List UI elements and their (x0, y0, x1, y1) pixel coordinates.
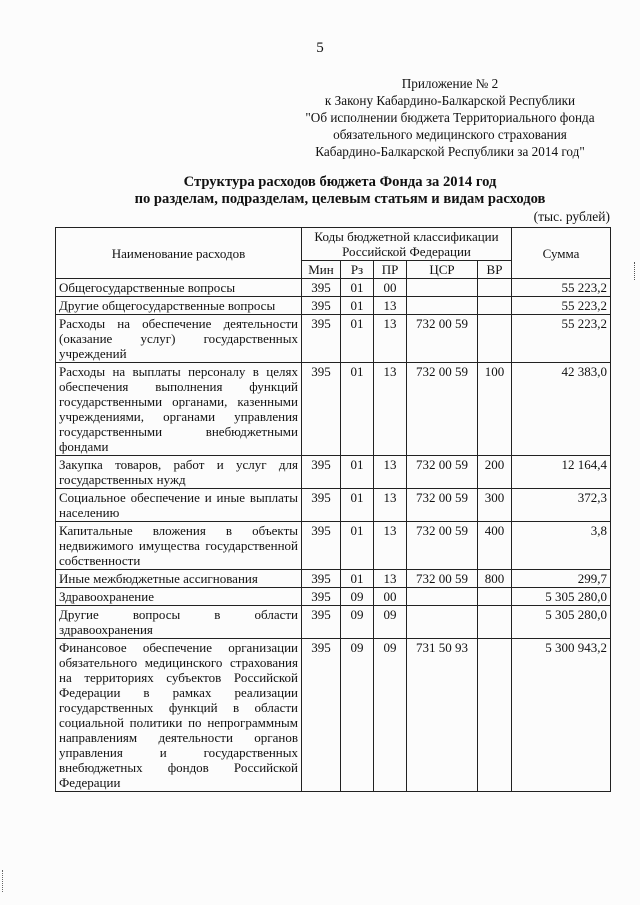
table-row (56, 639, 611, 792)
annex-line: к Закону Кабардино-Балкарской Республики (324, 93, 576, 108)
header-code-rz: Рз (341, 261, 374, 279)
cell-rz: 09 (341, 606, 374, 639)
cell-csr (407, 588, 478, 606)
budget-table (55, 227, 611, 792)
annex-header (290, 75, 610, 160)
cell-min: 395 (302, 363, 341, 456)
cell-pr: 09 (374, 639, 407, 792)
header-name: Наименование расходов (56, 228, 302, 279)
cell-sum: 55 223,2 (512, 279, 611, 297)
table-row (56, 315, 611, 363)
table-row (56, 588, 611, 606)
cell-csr (407, 606, 478, 639)
cell-sum: 5 300 943,2 (512, 639, 611, 792)
cell-name: Другие вопросы в области здравоохранения (56, 606, 302, 639)
cell-min: 395 (302, 456, 341, 489)
cell-csr (407, 297, 478, 315)
cell-name: Финансовое обеспечение организации обязательного медицинского страхования на территориях субъектов Российской Федерации в рамках реализации государственных функций в области социальной политики по непрограммным направлениям деятельности органов управления и государственных внебюджетных фондов Российской Федерации (56, 639, 302, 792)
cell-name: Расходы на выплаты персоналу в целях обеспечения выполнения функций государственными органами, казенными учреждениями, органами управления государственными внебюджетными фондами (56, 363, 302, 456)
cell-vr (478, 606, 512, 639)
table-row (56, 489, 611, 522)
header-code-vr: ВР (478, 261, 512, 279)
header-code-csr: ЦСР (407, 261, 478, 279)
cell-sum: 5 305 280,0 (512, 606, 611, 639)
cell-csr: 732 00 59 (407, 489, 478, 522)
cell-sum: 3,8 (512, 522, 611, 570)
cell-csr (407, 279, 478, 297)
cell-rz: 01 (341, 297, 374, 315)
table-row (56, 522, 611, 570)
cell-min: 395 (302, 522, 341, 570)
cell-vr: 800 (478, 570, 512, 588)
table-row (56, 363, 611, 456)
page-number: 5 (316, 40, 324, 56)
cell-pr: 13 (374, 297, 407, 315)
annex-line: "Об исполнении бюджета Территориального фонда (305, 110, 595, 125)
cell-name: Общегосударственные вопросы (56, 279, 302, 297)
cell-min: 395 (302, 570, 341, 588)
cell-vr: 100 (478, 363, 512, 456)
cell-name: Расходы на обеспечение деятельности (оказание услуг) государственных учреждений (56, 315, 302, 363)
cell-sum: 299,7 (512, 570, 611, 588)
cell-csr: 732 00 59 (407, 522, 478, 570)
cell-pr: 13 (374, 456, 407, 489)
cell-vr: 300 (478, 489, 512, 522)
cell-min: 395 (302, 297, 341, 315)
cell-min: 395 (302, 606, 341, 639)
cell-rz: 01 (341, 279, 374, 297)
cell-sum: 42 383,0 (512, 363, 611, 456)
cell-rz: 01 (341, 489, 374, 522)
cell-pr: 09 (374, 606, 407, 639)
cell-rz: 01 (341, 522, 374, 570)
header-codes-group: Коды бюджетной классификации Российской Федерации (302, 228, 512, 261)
cell-min: 395 (302, 279, 341, 297)
cell-pr: 00 (374, 279, 407, 297)
cell-csr: 731 50 93 (407, 639, 478, 792)
cell-sum: 372,3 (512, 489, 611, 522)
cell-sum: 55 223,2 (512, 315, 611, 363)
annex-line: Кабардино-Балкарской Республики за 2014 год" (315, 144, 585, 159)
cell-pr: 00 (374, 588, 407, 606)
cell-rz: 01 (341, 315, 374, 363)
cell-min: 395 (302, 489, 341, 522)
cell-vr (478, 279, 512, 297)
cell-csr: 732 00 59 (407, 456, 478, 489)
annex-line: Приложение № 2 (401, 76, 499, 91)
cell-rz: 09 (341, 639, 374, 792)
cell-name: Другие общегосударственные вопросы (56, 297, 302, 315)
table-row (56, 456, 611, 489)
cell-name: Социальное обеспечение и иные выплаты населению (56, 489, 302, 522)
cell-name: Капитальные вложения в объекты недвижимого имущества государственной собственности (56, 522, 302, 570)
cell-min: 395 (302, 315, 341, 363)
cell-csr: 732 00 59 (407, 363, 478, 456)
scan-edge-mark (634, 262, 637, 280)
cell-sum: 12 164,4 (512, 456, 611, 489)
cell-name: Здравоохранение (56, 588, 302, 606)
cell-min: 395 (302, 588, 341, 606)
cell-pr: 13 (374, 522, 407, 570)
header-code-min: Мин (302, 261, 341, 279)
cell-pr: 13 (374, 363, 407, 456)
table-row (56, 279, 611, 297)
table-row (56, 606, 611, 639)
cell-vr: 400 (478, 522, 512, 570)
cell-min: 395 (302, 639, 341, 792)
cell-pr: 13 (374, 489, 407, 522)
cell-rz: 01 (341, 456, 374, 489)
cell-rz: 01 (341, 363, 374, 456)
cell-sum: 5 305 280,0 (512, 588, 611, 606)
cell-rz: 01 (341, 570, 374, 588)
unit-label: (тыс. рублей) (533, 209, 610, 224)
cell-rz: 09 (341, 588, 374, 606)
annex-line: обязательного медицинского страхования (333, 127, 567, 142)
cell-vr (478, 588, 512, 606)
table-row (56, 297, 611, 315)
cell-name: Иные межбюджетные ассигнования (56, 570, 302, 588)
document-title (60, 174, 620, 208)
table-row (56, 570, 611, 588)
cell-pr: 13 (374, 315, 407, 363)
title-line: Структура расходов бюджета Фонда за 2014 год (183, 174, 497, 190)
cell-name: Закупка товаров, работ и услуг для государственных нужд (56, 456, 302, 489)
cell-pr: 13 (374, 570, 407, 588)
cell-vr (478, 315, 512, 363)
title-line: по разделам, подразделам, целевым статьям и видам расходов (134, 191, 546, 207)
cell-csr: 732 00 59 (407, 315, 478, 363)
header-code-pr: ПР (374, 261, 407, 279)
cell-sum: 55 223,2 (512, 297, 611, 315)
cell-csr: 732 00 59 (407, 570, 478, 588)
cell-vr (478, 297, 512, 315)
header-sum: Сумма (512, 228, 611, 279)
cell-vr: 200 (478, 456, 512, 489)
cell-vr (478, 639, 512, 792)
scan-edge-mark (2, 870, 5, 892)
